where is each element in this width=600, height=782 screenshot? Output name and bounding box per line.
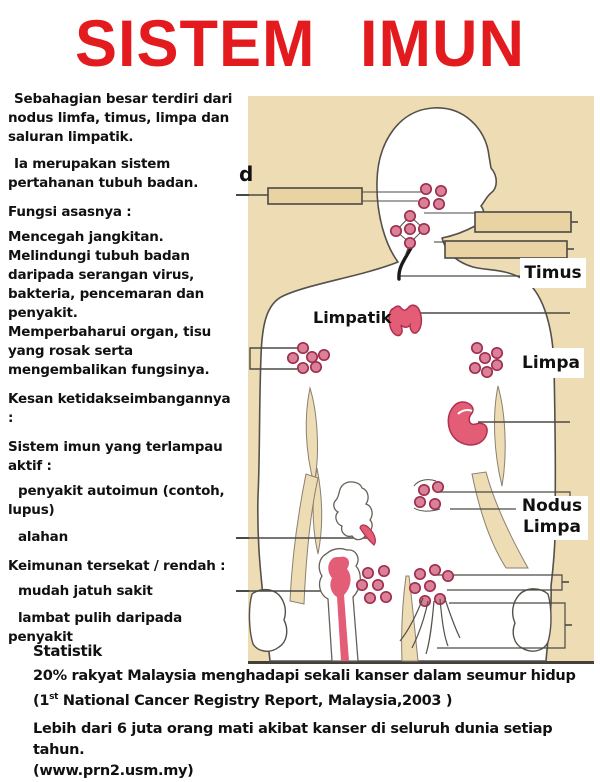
low-immunity-item: lambat pulih daripada penyakit [8,610,182,645]
overactive-heading: Sistem imun yang terlampau aktif : [8,439,223,474]
statistics-line1: 20% rakyat Malaysia menghadapi sekali kanser dalam seumur hidup [33,668,576,684]
statistics-heading: Statistik [33,642,102,660]
low-immunity-heading: Keimunan tersekat / rendah : [8,558,226,574]
fungsi-item: Melindungi tubuh badan daripada serangan virus, bakteria, pencemaran dan penyakit. [8,248,205,321]
limpa-label: Limpa [518,348,584,378]
body-diagram-art [248,96,594,661]
statistics-line2: (1st National Cancer Registry Report, Malaysia,2003 ) [33,692,453,709]
low-immunity-item: mudah jatuh sakit [18,583,153,599]
poster-title: SISTEM IMUN [74,7,525,81]
body-diagram-panel [239,96,594,664]
nodus-limpa-line1: Nodus [521,496,583,516]
partial-label-letter: d [239,162,254,186]
timus-label: Timus [520,258,586,288]
overactive-item: alahan [18,529,68,545]
intro-paragraph-1: Sebahagian besar terdiri dari nodus limfa, timus, limpa dan saluran limpatik. [8,91,233,145]
overactive-item: penyakit autoimun (contoh, lupus) [8,483,225,518]
fungsi-heading: Fungsi asasnya : [8,204,132,220]
left-text-column [8,90,239,655]
statistics-source-url: (www.prn2.usm.my) [33,762,194,779]
intro-paragraph-2: Ia merupakan sistem pertahanan tubuh badan. [8,156,199,191]
nodus-limpa-line2: Limpa [522,517,581,537]
callout-stub [236,537,249,539]
callout-stub [236,194,249,196]
fungsi-item: Mencegah jangkitan. [8,229,164,245]
limpatik-label: Limpatik [313,308,392,327]
nodus-limpa-label [516,496,588,540]
statistics-section [33,641,578,782]
fungsi-item: Memperbaharui organ, tisu yang rosak serta mengembalikan fungsinya. [8,324,212,378]
callout-stub [236,590,249,592]
statistics-line3: Lebih dari 6 juta orang mati akibat kanser di seluruh dunia setiap tahun. [33,720,553,758]
kesan-heading: Kesan ketidakseimbangannya : [8,391,231,426]
